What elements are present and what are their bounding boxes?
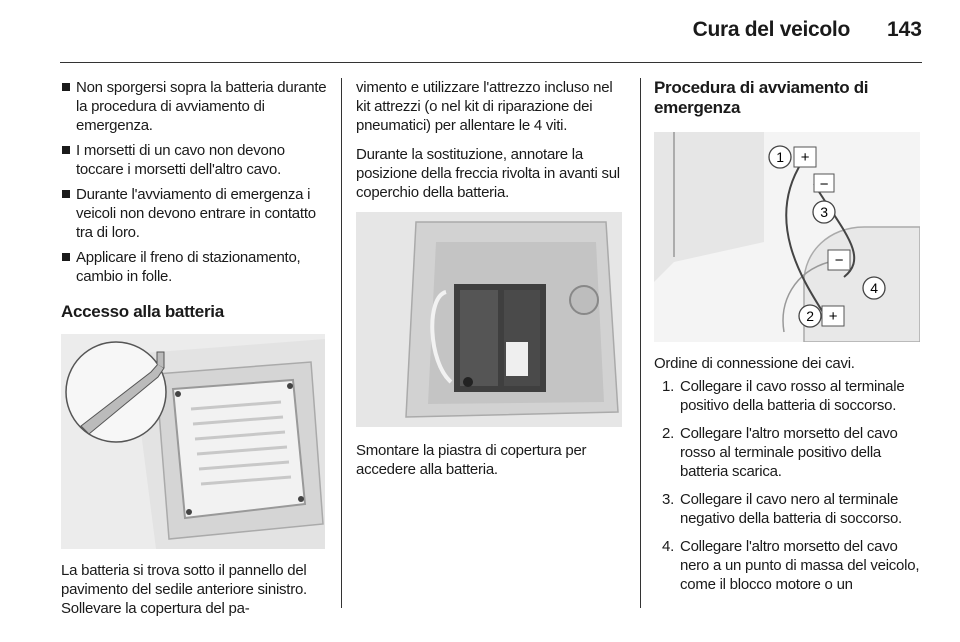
battery-location-text: La batteria si trova sotto il pannello del pavimento del sedile anteriore sinistro. Sollevare la copertura del pa- (61, 562, 307, 617)
column-1 (61, 78, 329, 628)
step-text: Collegare l'altro morsetto del cavo rosso al terminale positivo della batteria scarica. (680, 425, 898, 480)
callout-1: 1 (776, 149, 784, 165)
battery-compartment-illustration (356, 212, 622, 427)
column-divider-1 (341, 78, 342, 608)
label-plus-2: + (828, 308, 838, 325)
section-heading-jump-start: Procedura di avviamento di emergenza (654, 78, 869, 117)
step-item (654, 490, 924, 528)
cover-removal-text: vimento e utilizzare l'attrezzo incluso nel kit attrezzi (o nel kit di riparazione dei pneumatici) per allentare le 4 viti. (356, 79, 613, 134)
warning-list (61, 78, 329, 286)
page-title: Cura del veicolo (692, 18, 850, 41)
step-number: 4. (662, 538, 675, 555)
column-3 (654, 78, 924, 603)
bullet-item: I morsetti di un cavo non devono toccare i morsetti dell'altro cavo. (61, 141, 329, 179)
jump-start-diagram (654, 132, 920, 342)
label-minus-3: − (819, 176, 829, 193)
step-item (654, 424, 924, 481)
connection-steps (654, 377, 924, 594)
callout-2: 2 (806, 308, 814, 324)
step-number: 2. (662, 425, 675, 442)
column-2 (356, 78, 626, 489)
step-text: Collegare il cavo nero al terminale negativo della batteria di soccorso. (680, 491, 902, 527)
section-heading-battery-access: Accesso alla batteria (61, 302, 224, 321)
label-minus-4: − (834, 252, 844, 269)
step-item (654, 537, 924, 594)
bullet-item: Durante l'avviamento di emergenza i veicoli non devono entrare in contatto tra di loro. (61, 185, 329, 242)
callout-4: 4 (870, 280, 878, 296)
cable-order-intro: Ordine di connessione dei cavi. (654, 355, 855, 372)
step-text: Collegare l'altro morsetto del cavo nero a un punto di massa del veicolo, come il blocco motore o un (680, 538, 920, 593)
header-divider (60, 62, 922, 63)
arrow-position-text: Durante la sostituzione, annotare la posizione della freccia rivolta in avanti sul coperchio della batteria. (356, 146, 620, 201)
step-number: 3. (662, 491, 675, 508)
step-number: 1. (662, 378, 675, 395)
step-text: Collegare il cavo rosso al terminale positivo della batteria di soccorso. (680, 378, 905, 414)
column-divider-2 (640, 78, 641, 608)
step-item (654, 377, 924, 415)
remove-plate-text: Smontare la piastra di copertura per accedere alla batteria. (356, 442, 587, 478)
bullet-item: Non sporgersi sopra la batteria durante la procedura di avviamento di emergenza. (61, 78, 329, 135)
bullet-item: Applicare il freno di stazionamento, cambio in folle. (61, 248, 329, 286)
battery-cover-illustration (61, 334, 325, 549)
callout-3: 3 (820, 204, 828, 220)
page-number: 143 (886, 18, 922, 41)
label-plus-1: + (800, 149, 810, 166)
